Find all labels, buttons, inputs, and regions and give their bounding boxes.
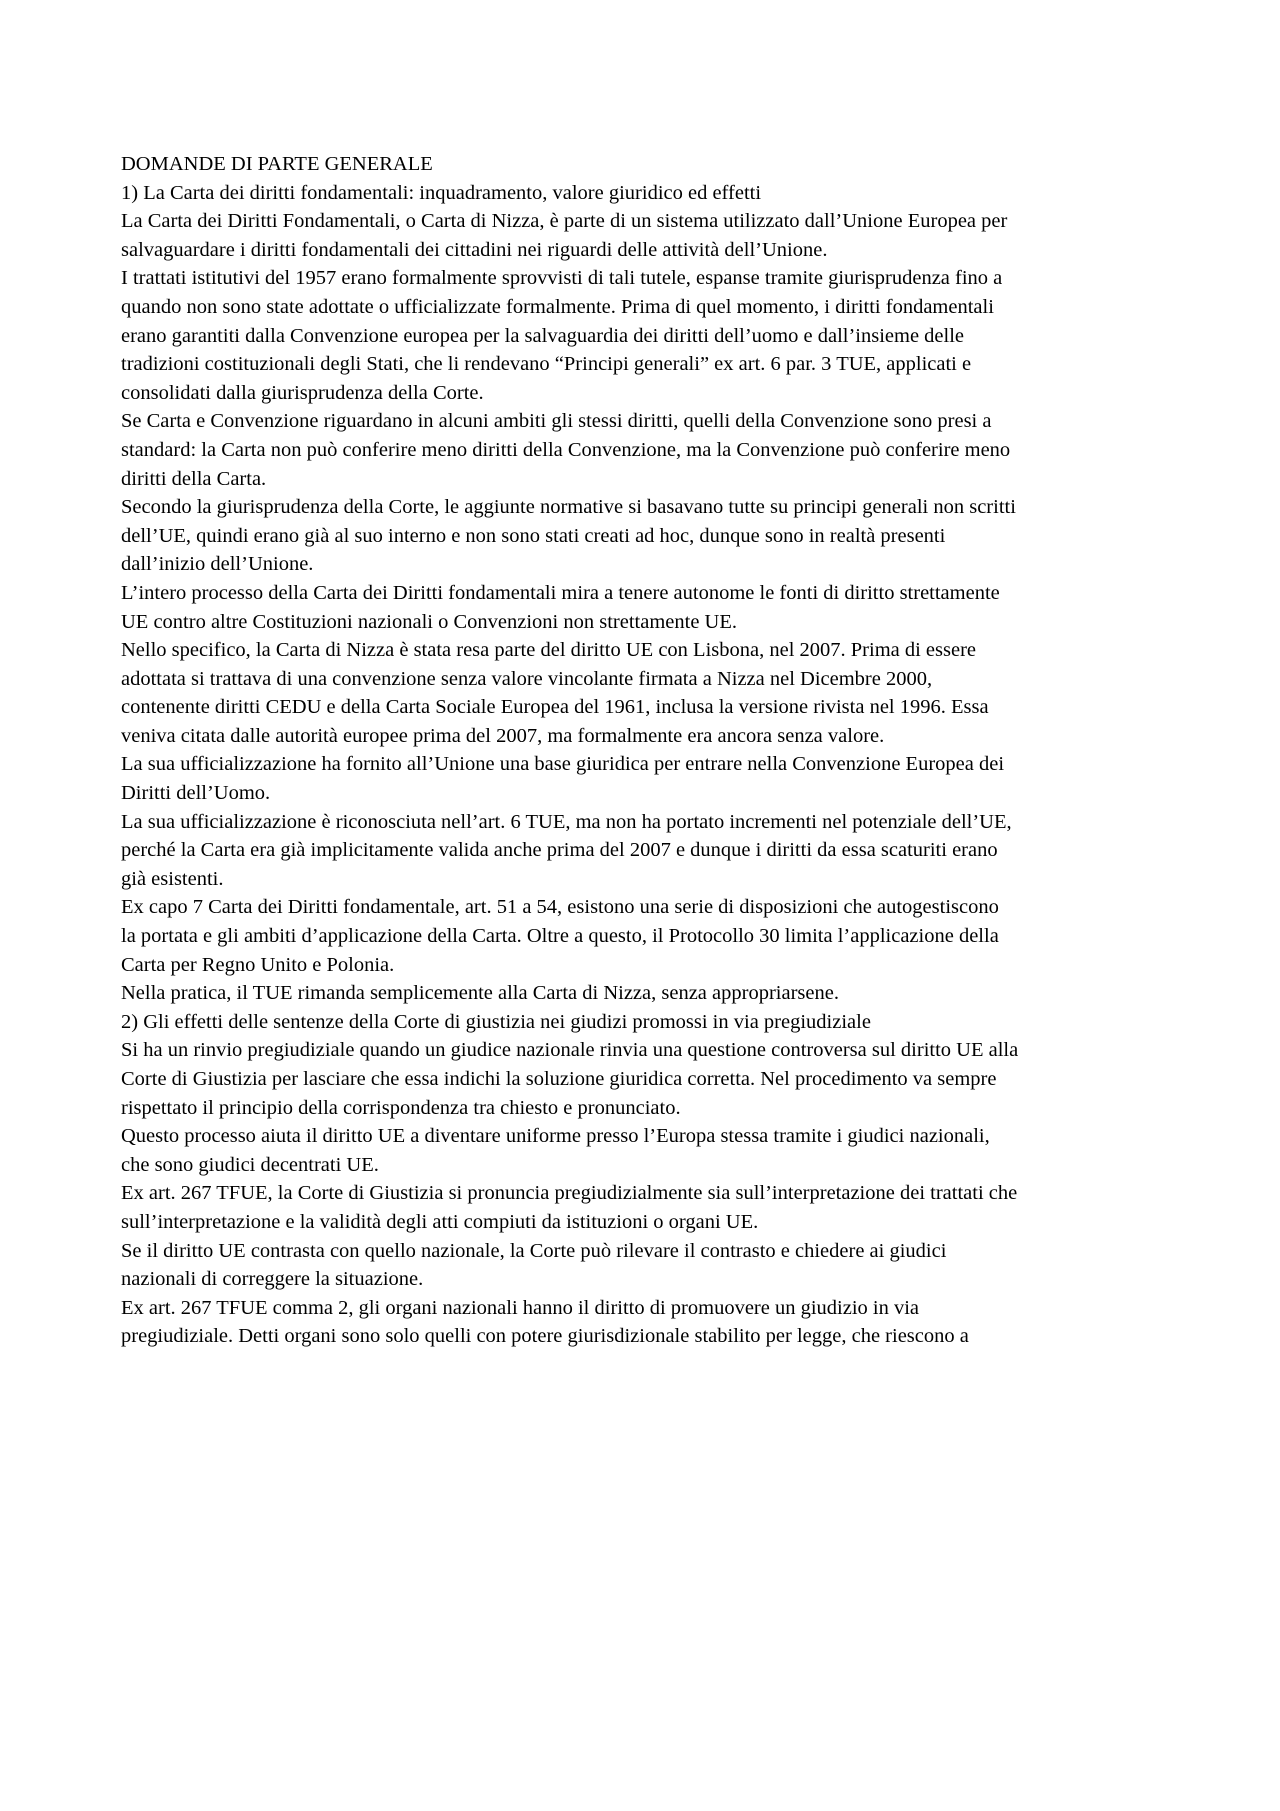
question-1-paragraph: Secondo la giurisprudenza della Corte, le aggiunte normative si basavano tutte su principi generali non scritti dell’UE, quindi erano già al suo interno e non sono stati creati ad hoc, dunque sono in realtà presenti dall’inizio dell’Unione. L’intero processo della Carta dei Diritti fondamentali mira a tenere autonome le fonti di diritto strettamente UE contro altre Costituzioni nazionali o Convenzioni non strettamente UE. <box>121 496 1016 633</box>
question-1-title: 1) La Carta dei diritti fondamentali: inquadramento, valore giuridico ed effetti <box>121 181 762 204</box>
question-1-paragraph: La Carta dei Diritti Fondamentali, o Carta di Nizza, è parte di un sistema utilizzato dall’Unione Europea per salvaguardare i diritti fondamentali dei cittadini nei riguardi delle attività dell’Unione. I trattati istitutivi del 1957 erano formalmente sprovvisti di tali tutele, espanse tramite giurisprudenza fino a quando non sono state adottate o ufficializzate formalmente. Prima di quel momento, i diritti fondamentali erano garantiti dalla Convenzione europea per la salvaguardia dei diritti dell’uomo e dall’insieme delle tradizioni costituzionali degli Stati, che li rendevano “Principi generali” ex art. 6 par. 3 TUE, applicati e consolidati dalla giurisprudenza della Corte. Se Carta e Convenzione riguardano in alcuni ambiti gli stessi diritti, quelli della Convenzione sono presi a standard: la Carta non può conferire meno diritti della Convenzione, ma la Convenzione può conferire meno diritti della Carta. <box>121 210 1011 490</box>
question-2-paragraph: Ex art. 267 TFUE comma 2, gli organi nazionali hanno il diritto di promuovere un giudizio in via pregiudiziale. Detti organi sono solo quelli con potere giurisdizionale stabilito per legge, che riescono a <box>121 1296 969 1348</box>
question-2-paragraph: Ex art. 267 TFUE, la Corte di Giustizia si pronuncia pregiudizialmente sia sull’interpretazione dei trattati che sull’interpretazione e la validità degli atti compiuti da istituzioni o organi UE. Se il diritto UE contrasta con quello nazionale, la Corte può rilevare il contrasto e chiedere ai giudici nazionali di correggere la situazione. <box>121 1182 1018 1291</box>
document-body <box>121 150 1181 1351</box>
question-1-paragraph: Nello specifico, la Carta di Nizza è stata resa parte del diritto UE con Lisbona, nel 2007. Prima di essere adottata si trattava di una convenzione senza valore vincolante firmata a Nizza nel Dicembre 2000, contenente diritti CEDU e della Carta Sociale Europea del 1961, inclusa la versione rivista nel 1996. Essa veniva citata dalle autorità europee prima del 2007, ma formalmente era ancora senza valore. La sua ufficializzazione ha fornito all’Unione una base giuridica per entrare nella Convenzione Europea dei Diritti dell’Uomo. La sua ufficializzazione è riconosciuta nell’art. 6 TUE, ma non ha portato incrementi nel potenziale dell’UE, perché la Carta era già implicitamente valida anche prima del 2007 e dunque i diritti da essa scaturiti erano già esistenti. Ex capo 7 Carta dei Diritti fondamentale, art. 51 a 54, esistono una serie di disposizioni che autogestiscono la portata e gli ambiti d’applicazione della Carta. Oltre a questo, il Protocollo 30 limita l’applicazione della Carta per Regno Unito e Polonia. Nella pratica, il TUE rimanda semplicemente alla Carta di Nizza, senza appropriarsene. <box>121 639 1012 1005</box>
question-2-paragraph: Si ha un rinvio pregiudiziale quando un giudice nazionale rinvia una questione controversa sul diritto UE alla Corte di Giustizia per lasciare che essa indichi la soluzione giuridica corretta. Nel procedimento va sempre rispettato il principio della corrispondenza tra chiesto e pronunciato. Questo processo aiuta il diritto UE a diventare uniforme presso l’Europa stessa tramite i giudici nazionali, che sono giudici decentrati UE. <box>121 1039 1019 1176</box>
document-heading: DOMANDE DI PARTE GENERALE <box>121 153 433 175</box>
question-2-title: 2) Gli effetti delle sentenze della Corte di giustizia nei giudizi promossi in via pregiudiziale <box>121 1010 871 1033</box>
